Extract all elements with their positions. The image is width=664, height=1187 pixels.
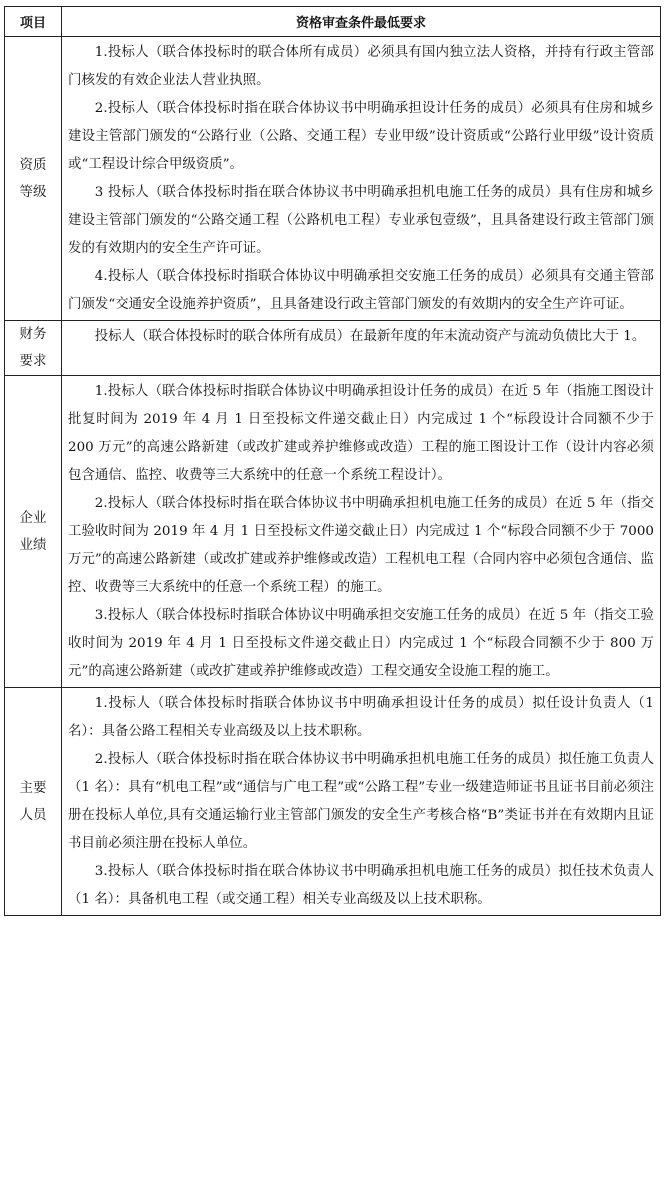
category-cell <box>5 688 62 916</box>
category-cell <box>5 376 62 688</box>
category-label: 要求 <box>19 353 47 369</box>
table-header-row <box>5 7 661 37</box>
category-label: 等级 <box>19 183 47 200</box>
header-item: 项目 <box>5 7 62 37</box>
requirement-paragraph: 2.投标人（联合体投标时指在联合体协议书中明确承担机电施工任务的成员）拟任施工负责人（1 名）：具有“机电工程”或“通信与广电工程”或“公路工程”专业一级建造师证书且证书目前必须注册在投标人单位,具有交通运输行业主管部门颁发的安全生产考核合格“B”类证书并在有效期内且证书目前必须注册在投标人单位。 <box>68 752 654 851</box>
requirement-paragraph: 3 投标人（联合体投标时指在联合体协议书中明确承担机电施工任务的成员）具有住房和城乡建设主管部门颁发的“公路交通工程（公路机电工程）专业承包壹级”，且具备建设行政主管部门颁发的有效期内的安全生产许可证。 <box>68 185 654 256</box>
category-cell <box>5 37 62 321</box>
requirements-document <box>4 6 660 916</box>
requirement-cell <box>62 376 661 688</box>
requirement-paragraph: 投标人（联合体投标时的联合体所有成员）在最新年度的年末流动资产与流动负债比大于 1。 <box>94 329 646 344</box>
table-row-performance <box>5 376 661 688</box>
requirement-paragraph: 1.投标人（联合体投标时指联合体协议中明确承担设计任务的成员）在近 5 年（指施工图设计批复时间为 2019 年 4 月 1 日至投标文件递交截止日）内完成过 1 个“标段设计合同额不少于 200 万元”的高速公路新建（或改扩建或养护维修或改造）工程的施工图设计工作（设计内容必须包含通信、监控、收费等三大系统中的任意一个系统工程设计）。 <box>68 384 654 483</box>
requirement-cell <box>62 321 661 376</box>
requirement-paragraph: 1.投标人（联合体投标时指联合体协议书中明确承担设计任务的成员）拟任设计负责人（1 名）：具备公路工程相关专业高级及以上技术职称。 <box>68 696 654 739</box>
requirement-cell <box>62 688 661 916</box>
requirement-paragraph: 3.投标人（联合体投标时指在联合体协议书中明确承担机电施工任务的成员）拟任技术负责人（1 名）：具备机电工程（或交通工程）相关专业高级及以上技术职称。 <box>68 864 654 907</box>
requirement-cell <box>62 37 661 321</box>
requirement-paragraph: 2.投标人（联合体投标时指在联合体协议书中明确承担设计任务的成员）必须具有住房和城乡建设主管部门颁发的“公路行业（公路、交通工程）专业甲级”设计资质或“公路行业甲级”设计资质或“工程设计综合甲级资质”。 <box>68 101 654 172</box>
requirement-paragraph: 1.投标人（联合体投标时的联合体所有成员）必须具有国内独立法人资格，并持有行政主管部门核发的有效企业法人营业执照。 <box>68 45 654 88</box>
requirement-paragraph: 3.投标人（联合体投标时指联合体协议中明确承担交安施工任务的成员）在近 5 年（指交工验收时间为 2019 年 4 月 1 日至投标文件递交截止日）内完成过 1 个“标段合同额不少于 800 万元”的高速公路新建（或改扩建或养护维修或改造）工程交通安全设施工程的施工。 <box>68 608 654 679</box>
table-row-finance <box>5 321 661 376</box>
category-label: 资质 <box>19 156 47 173</box>
table-row-qualification <box>5 37 661 321</box>
table-row-personnel <box>5 688 661 916</box>
requirement-paragraph: 4.投标人（联合体投标时指联合体协议中明确承担交安施工任务的成员）必须具有交通主管部门颁发“交通安全设施养护资质”，且具备建设行政主管部门颁发的有效期内的安全生产许可证。 <box>68 269 654 312</box>
category-label: 财务 <box>19 326 47 342</box>
category-cell <box>5 321 62 376</box>
requirement-paragraph: 2.投标人（联合体投标时指在联合体协议书中明确承担机电施工任务的成员）在近 5 年（指交工验收时间为 2019 年 4 月 1 日至投标文件递交截止日）内完成过 1 个“标段合同额不少于 7000 万元”的高速公路新建（或改扩建或养护维修或改造）工程机电工程（合同内容中必须包含通信、监控、收费等三大系统中的任意一个系统工程）的施工。 <box>68 496 654 595</box>
qualification-table <box>4 6 661 916</box>
category-label: 主要 <box>19 779 47 796</box>
category-label: 企业 <box>19 509 47 526</box>
category-label: 人员 <box>19 806 47 823</box>
category-label: 业绩 <box>19 536 47 553</box>
header-requirements: 资格审查条件最低要求 <box>62 7 661 37</box>
